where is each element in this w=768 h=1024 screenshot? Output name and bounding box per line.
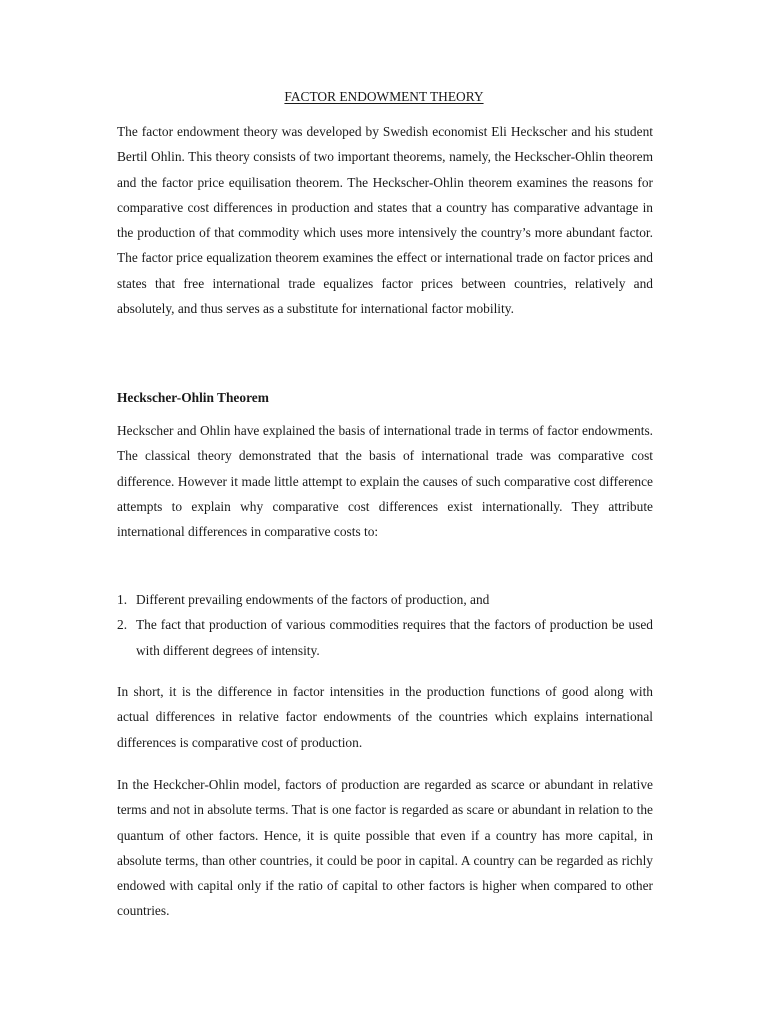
list-item-text: The fact that production of various commodities requires that the factors of production be used with different degrees of intensity. [136, 617, 653, 658]
list-item [117, 612, 653, 663]
list-item [117, 587, 653, 612]
list-item-number: 2. [117, 617, 128, 633]
section-paragraph-1: Heckscher and Ohlin have explained the basis of international trade in terms of factor endowments. The classical theory demonstrated that the basis of international trade was comparative cost difference. However it made little attempt to explain the causes of such comparative cost difference attempts to explain why comparative cost differences exist internationally. They attribute international differences in comparative costs to: [117, 423, 653, 540]
section-paragraph-3: In the Heckcher-Ohlin model, factors of production are regarded as scarce or abundant in relative terms and not in absolute terms. That is one factor is regarded as scare or abundant in relation to the quantum of other factors. Hence, it is quite possible that even if a country has more capital, in absolute terms, than other countries, it could be poor in capital. A country can be regarded as richly endowed with capital only if the ratio of capital to other factors is higher when compared to other countries. [117, 777, 653, 919]
list-item-number: 1. [117, 592, 128, 607]
section-heading: Heckscher-Ohlin Theorem [117, 390, 269, 405]
cost-factors-list [117, 587, 653, 663]
intro-paragraph: The factor endowment theory was developed by Swedish economist Eli Heckscher and his student Bertil Ohlin. This theory consists of two important theorems, namely, the Heckscher-Ohlin theorem and the factor price equilisation theorem. The Heckscher-Ohlin theorem examines the reasons for comparative cost differences in production and states that a country has comparative advantage in the production of that commodity which uses more intensively the country’s more abundant factor. The factor price equalization theorem examines the effect or international trade on factor prices and states that free international trade equalizes factor prices between countries, relatively and absolutely, and thus serves as a substitute for international factor mobility. [117, 124, 653, 317]
list-item-text: Different prevailing endowments of the factors of production, and [136, 592, 490, 607]
section-paragraph-2: In short, it is the difference in factor intensities in the production functions of good along with actual differences in relative factor endowments of the countries which explains international differences is comparative cost of production. [117, 684, 653, 750]
document-title: FACTOR ENDOWMENT THEORY [284, 89, 484, 104]
